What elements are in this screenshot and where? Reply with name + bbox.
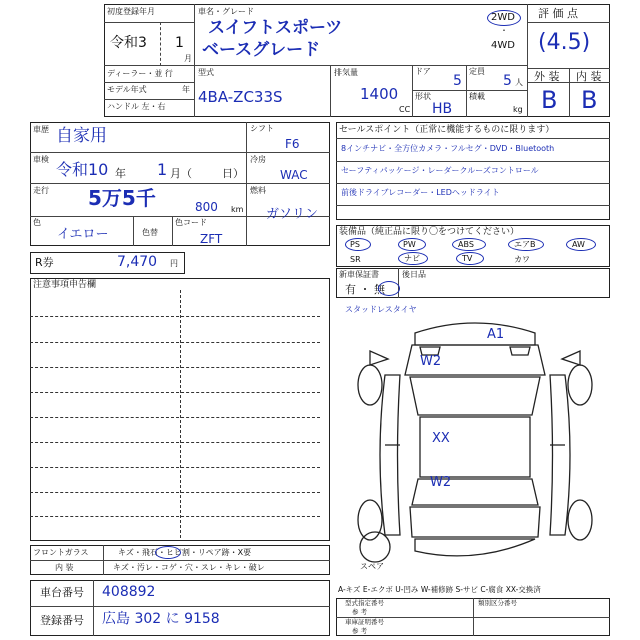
fuel-value: ガソリン: [266, 207, 319, 222]
model-cert-label: 型式指定番号: [345, 599, 384, 607]
door-value: 5: [453, 73, 462, 89]
equip-aw: AW: [572, 240, 585, 249]
ref-label-2: 参 考: [352, 627, 368, 635]
reg-era: 令和3: [110, 35, 147, 51]
type-value: 4BA-ZC33S: [198, 88, 283, 106]
capacity-label: 定員: [469, 67, 485, 76]
reg-month-unit: 月: [184, 54, 192, 63]
inspection-label: 車検: [33, 155, 49, 164]
use-label: 車歴: [33, 125, 49, 134]
car-diagram: [340, 315, 610, 580]
spare-tire-label: スペア: [360, 562, 384, 571]
yen-unit: 円: [170, 259, 178, 268]
interior-condition-label: 内 装: [55, 563, 74, 572]
class-number-label: 類別区分番号: [478, 599, 517, 607]
equip-navi: ナビ: [404, 254, 420, 263]
exterior-grade: B: [541, 86, 558, 114]
car-name-label: 車名・グレード: [198, 7, 254, 16]
mileage-sub: 800: [195, 200, 218, 214]
displacement-value: 1400: [360, 85, 399, 103]
equipment-title: 装備品（純正品に限り〇をつけてください）: [339, 227, 520, 237]
recycle-label: R券: [35, 256, 54, 269]
car-grade: ベースグレード: [202, 40, 321, 60]
top-section: [104, 4, 610, 117]
exterior-label: 外 装: [534, 70, 560, 83]
reg-date-label: 初度登録年月: [107, 7, 155, 16]
displacement-label: 排気量: [334, 68, 358, 77]
ac-label: 冷房: [250, 155, 266, 164]
drive-4wd: 4WD: [491, 40, 515, 51]
recycle-value: 7,470: [117, 254, 158, 270]
shift-value: F6: [285, 137, 300, 151]
eval-score: (4.5): [538, 30, 591, 55]
equip-sr: SR: [350, 255, 361, 264]
load-label: 積載: [469, 92, 485, 101]
type-label: 型式: [198, 68, 214, 77]
later-items-label: 後日品: [402, 270, 426, 279]
ac-value: WAC: [280, 168, 308, 182]
equip-ps: PS: [350, 240, 360, 249]
handle-label: ハンドル 左・右: [107, 102, 166, 111]
ref-label-1: 参 考: [352, 608, 368, 616]
front-glass-value: キズ・飛石・ヒビ割・リペア跡・X要: [118, 548, 252, 557]
damage-mark-hood: W2: [420, 354, 442, 369]
kg-unit: kg: [513, 105, 523, 114]
fuel-label: 燃料: [250, 186, 266, 195]
drive-dot: ・: [500, 26, 508, 35]
use-value: 自家用: [56, 126, 107, 146]
cc-unit: CC: [399, 105, 411, 114]
dealer-label: ディーラー・並 行: [107, 69, 173, 78]
capacity-value: 5: [503, 73, 512, 89]
color-code-label: 色コード: [175, 218, 207, 227]
selling-point-1: 8インチナビ・全方位カメラ・フルセグ・DVD・Bluetooth: [341, 144, 555, 153]
shift-label: シフト: [250, 124, 274, 133]
car-name: スイフトスポーツ: [208, 18, 343, 38]
warranty-label: 新車保証書: [339, 270, 379, 279]
mileage-label: 走行: [33, 186, 49, 195]
equip-tv: TV: [462, 254, 473, 263]
damage-legend: A-キズ E-エクボ U-凹み W-補修跡 S-サビ C-腐食 XX-交換済: [338, 585, 541, 594]
equip-pw: PW: [403, 240, 416, 249]
damage-mark-roof: XX: [432, 431, 450, 446]
interior-condition-value: キズ・汚レ・コゲ・穴・スレ・キレ・破レ: [113, 563, 265, 572]
front-glass-label: フロントガラス: [33, 548, 89, 557]
drive-2wd: 2WD: [491, 12, 515, 23]
interior-grade: B: [581, 86, 598, 114]
shape-value: HB: [432, 101, 453, 117]
model-year-label: モデル年式: [107, 85, 147, 94]
door-label: ドア: [415, 67, 431, 76]
warranty-value: 有 ・ 無: [345, 283, 385, 296]
shape-label: 形状: [415, 92, 431, 101]
equip-airbag: エアB: [514, 240, 536, 249]
person-unit: 人: [515, 78, 523, 87]
plate-label: 登録番号: [40, 614, 84, 627]
diagram-title: スタッドレスタイヤ: [345, 305, 417, 314]
inspection-month: 1: [157, 160, 168, 179]
km-unit: km: [231, 205, 244, 214]
damage-mark-rear: W2: [430, 475, 452, 490]
garage-cert-label: 車庫証明番号: [345, 618, 384, 626]
eval-label: 評 価 点: [538, 7, 578, 20]
equip-abs: ABS: [458, 240, 474, 249]
selling-point-2: セーフティパッケージ・レーダークルーズコントロール: [341, 166, 539, 175]
inspection-era: 令和10: [56, 160, 109, 179]
selling-point-3: 前後ドライブレコーダー・LEDヘッドライト: [341, 188, 500, 197]
selling-points-title: セールスポイント（正常に機能するものに限ります）: [339, 125, 555, 135]
equip-leather: カワ: [514, 255, 530, 264]
interior-label: 内 装: [576, 70, 602, 83]
color-change-label: 色替: [142, 228, 158, 237]
color-code-value: ZFT: [200, 232, 223, 246]
color-value: イエロー: [57, 227, 109, 242]
damage-mark-front: A1: [487, 327, 505, 342]
reg-month: 1: [175, 35, 184, 51]
inspection-year-unit: 年: [115, 167, 126, 180]
color-label: 色: [33, 218, 41, 227]
mileage-value: 5万5千: [88, 186, 156, 210]
inspection-day-unit: 日）: [222, 167, 244, 180]
plate-value: 広島 302 に 9158: [102, 611, 220, 627]
notes-title: 注意事項申告欄: [33, 280, 97, 290]
model-year-unit: 年: [182, 85, 190, 94]
chassis-label: 車台番号: [40, 586, 84, 599]
chassis-value: 408892: [102, 584, 156, 600]
inspection-month-unit: 月（: [170, 167, 192, 180]
